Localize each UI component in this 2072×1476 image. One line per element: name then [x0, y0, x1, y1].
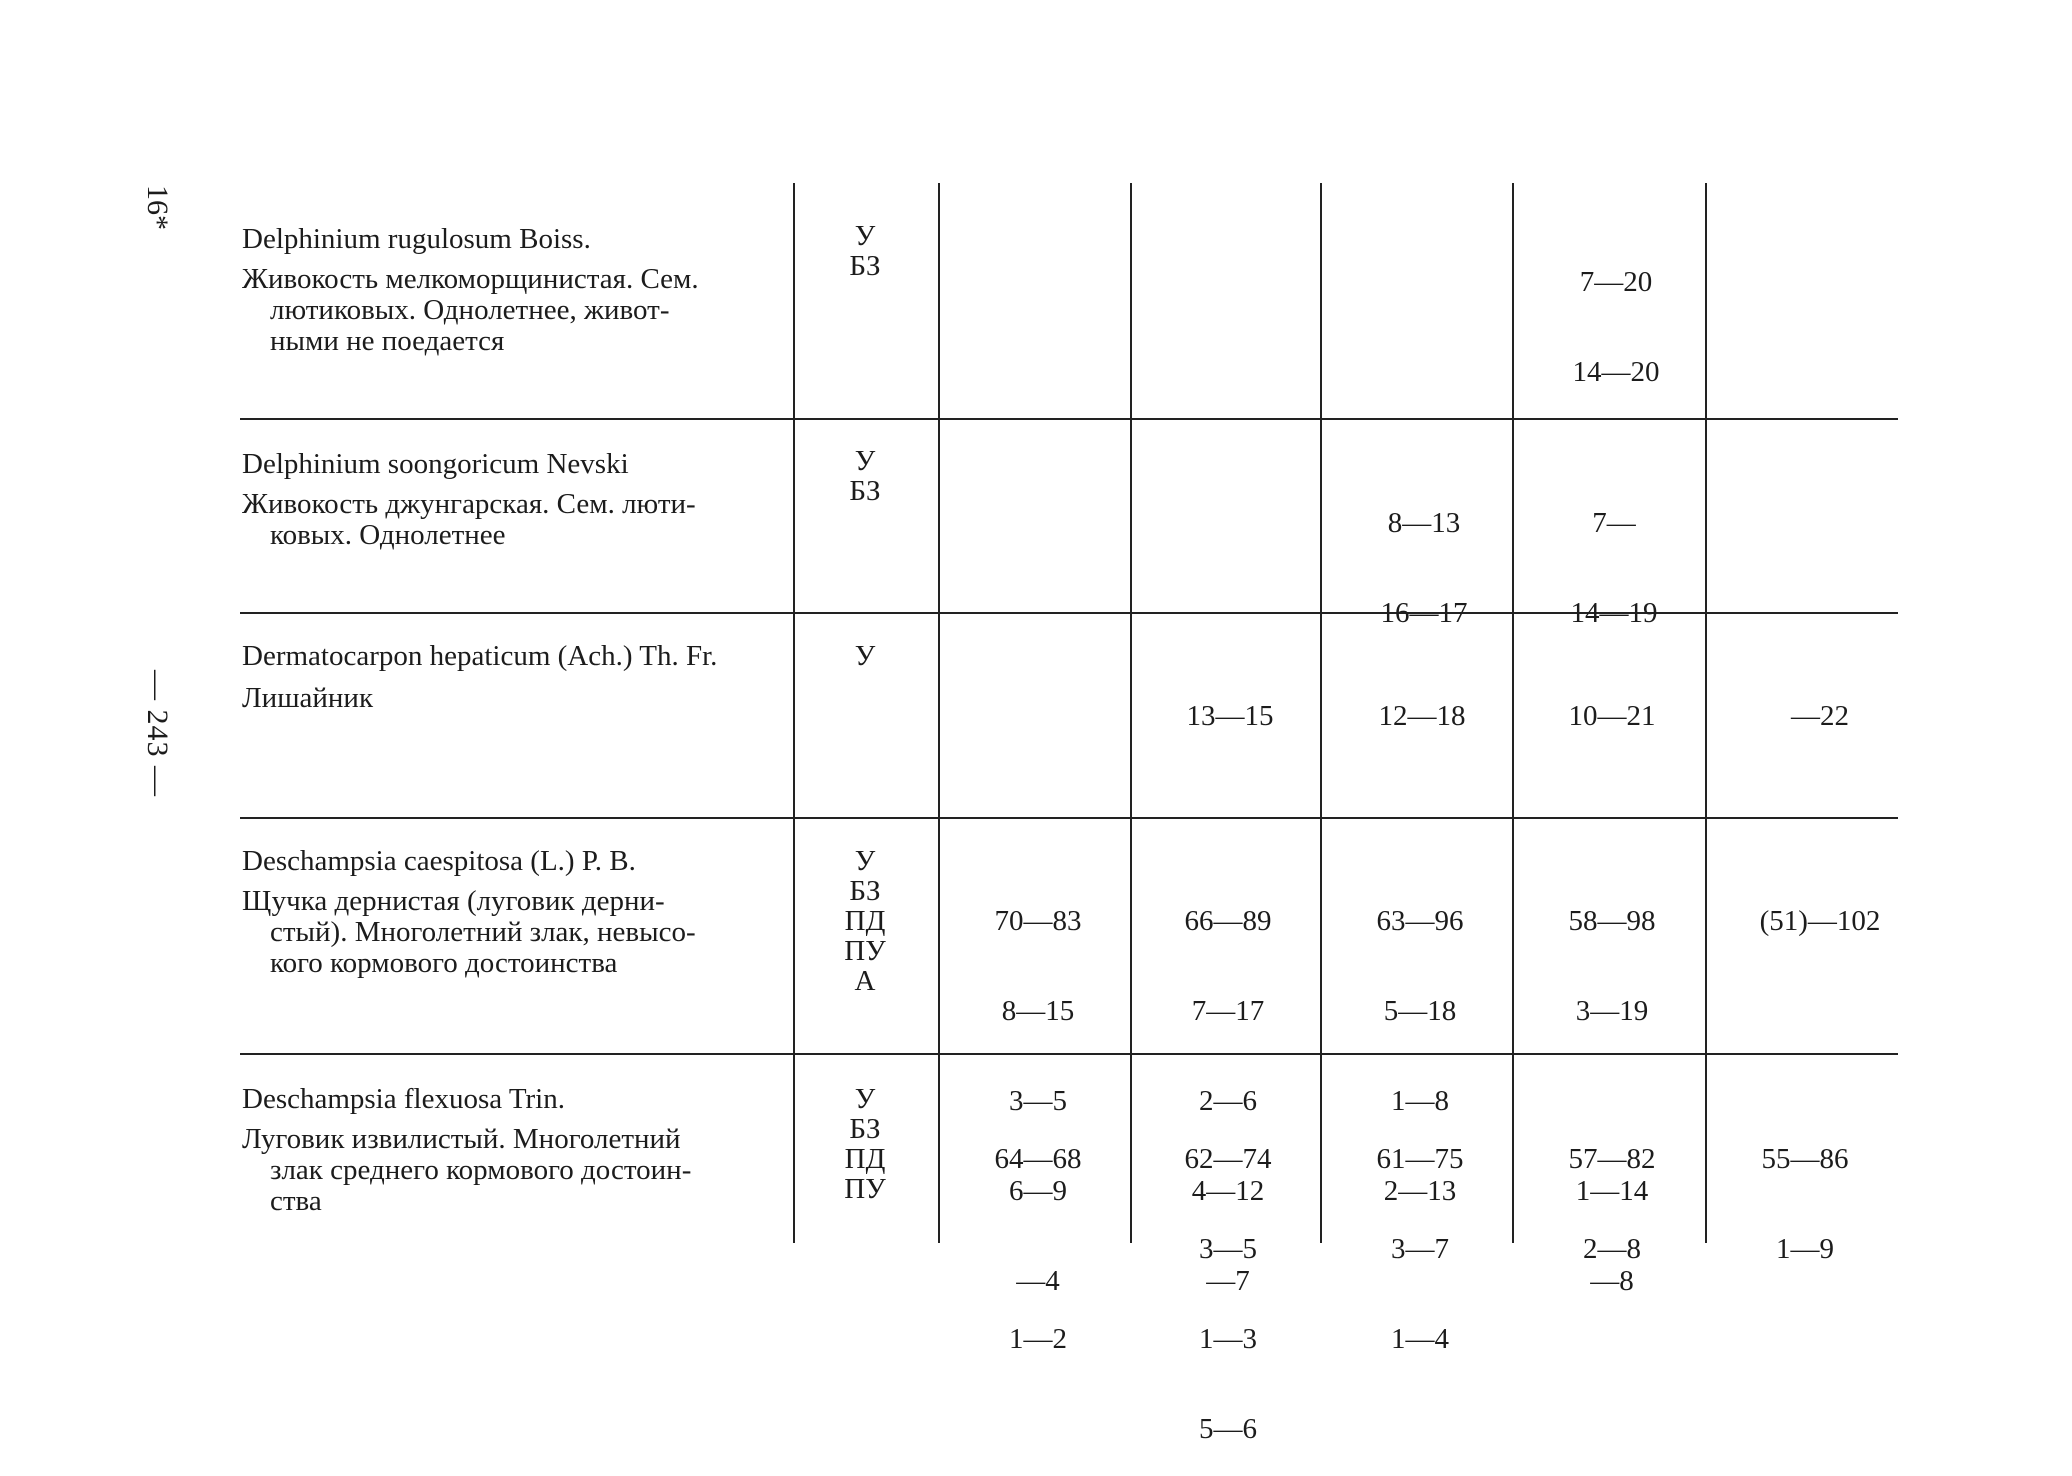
column-divider	[938, 183, 940, 1243]
value: 2—8	[1583, 1233, 1641, 1265]
value: 58—98	[1568, 905, 1656, 937]
value: 57—82	[1568, 1143, 1656, 1175]
value-cell	[1354, 448, 1494, 658]
value: (51)—102	[1759, 905, 1881, 937]
value: 3—5	[1199, 1233, 1257, 1265]
value: 8—15	[1001, 995, 1075, 1027]
printer-signature: 16*	[141, 185, 174, 230]
value: 1—14	[1575, 1175, 1649, 1207]
latin-name: Delphinium rugulosum Boiss.	[242, 223, 591, 255]
species-description	[242, 683, 777, 714]
value: 1—9	[1776, 1233, 1834, 1265]
indicator-codes	[835, 641, 895, 671]
value: 1—8	[1391, 1085, 1449, 1117]
value: 14—19	[1570, 597, 1658, 629]
page-number: — 243 —	[141, 670, 174, 797]
description-line: лютиковых. Однолетнее, живот-	[270, 294, 670, 326]
value-cell	[1352, 641, 1492, 761]
value: —22	[1791, 700, 1849, 732]
latin-name: Deschampsia caespitosa (L.) P. B.	[242, 845, 636, 877]
species-description	[242, 489, 777, 551]
value: 7—17	[1191, 995, 1265, 1027]
value: 7—	[1592, 507, 1636, 539]
indicator-code: У	[854, 220, 876, 252]
value: 7—20	[1579, 266, 1653, 298]
indicator-code: ПУ	[844, 1173, 886, 1205]
value: 3—5	[1009, 1085, 1067, 1117]
indicator-code: У	[854, 1083, 876, 1115]
value-cell	[1542, 1084, 1682, 1297]
value: 2—6	[1199, 1085, 1257, 1117]
indicator-codes	[835, 221, 895, 281]
description-line: Живокость мелкоморщинистая. Сем.	[242, 263, 699, 295]
value-cell	[1735, 1084, 1875, 1294]
value: 63—96	[1376, 905, 1464, 937]
value: 66—89	[1184, 905, 1272, 937]
value: 3—19	[1575, 995, 1649, 1027]
value: 1—3	[1199, 1323, 1257, 1355]
value-cell	[1542, 641, 1682, 761]
value: 16—17	[1380, 597, 1468, 629]
indicator-codes	[835, 446, 895, 506]
value: —7	[1206, 1265, 1250, 1297]
value: 14—20	[1572, 356, 1660, 388]
value: 70—83	[994, 905, 1082, 937]
indicator-code: БЗ	[849, 475, 881, 507]
species-entry	[242, 845, 777, 979]
description-line: ными не поедается	[270, 325, 505, 357]
value-cell	[1350, 1084, 1490, 1384]
indicator-code: БЗ	[849, 1113, 881, 1145]
species-description	[242, 1124, 777, 1217]
description-line: злак среднего кормового достоин-	[270, 1154, 692, 1186]
description-line: Щучка дернистая (луговик дерни-	[242, 885, 665, 917]
species-description	[242, 264, 777, 357]
indicator-code: У	[854, 640, 876, 672]
description-line: кого кормового достоинства	[270, 947, 618, 979]
indicator-code: БЗ	[849, 875, 881, 907]
column-divider	[793, 183, 795, 1243]
value: 61—75	[1376, 1143, 1464, 1175]
value: 12—18	[1378, 700, 1466, 732]
indicator-code: БЗ	[849, 250, 881, 282]
value: 5—6	[1199, 1413, 1257, 1445]
column-divider	[1320, 183, 1322, 1243]
indicator-code: У	[854, 445, 876, 477]
description-line: Лишайник	[242, 682, 374, 714]
latin-name: Deschampsia flexuosa Trin.	[242, 1083, 565, 1115]
description-line: Живокость джунгарская. Сем. люти-	[242, 488, 696, 520]
value-cell	[1160, 641, 1300, 761]
indicator-code: ПД	[844, 1143, 886, 1175]
species-description	[242, 886, 777, 979]
description-line: ковых. Однолетнее	[270, 519, 506, 551]
value: 62—74	[1184, 1143, 1272, 1175]
value: 55—86	[1761, 1143, 1849, 1175]
indicator-codes	[835, 846, 895, 996]
value-cell	[968, 1084, 1108, 1384]
value: 1—4	[1391, 1323, 1449, 1355]
description-line: ства	[270, 1185, 322, 1217]
description-line: Луговик извилистый. Многолетний	[242, 1123, 681, 1155]
value: 64—68	[994, 1143, 1082, 1175]
value-cell	[1735, 846, 1905, 966]
species-entry	[242, 640, 777, 714]
row-divider	[240, 418, 1898, 420]
value-cell	[1158, 1084, 1298, 1474]
indicator-code: ПД	[844, 905, 886, 937]
column-divider	[1705, 183, 1707, 1243]
species-entry	[242, 1083, 777, 1217]
latin-name: Delphinium soongoricum Nevski	[242, 448, 629, 480]
indicator-codes	[835, 1084, 895, 1204]
indicator-code: А	[854, 965, 876, 997]
column-divider	[1512, 183, 1514, 1243]
value-cell	[1750, 641, 1890, 761]
value: 13—15	[1186, 700, 1274, 732]
row-divider	[240, 817, 1898, 819]
value-cell	[1544, 448, 1684, 658]
value-cell	[1546, 207, 1686, 417]
value: 6—9	[1009, 1175, 1067, 1207]
value: —8	[1590, 1265, 1634, 1297]
indicator-code: У	[854, 845, 876, 877]
value: —4	[1016, 1265, 1060, 1297]
description-line: стый). Многолетний злак, невысо-	[270, 916, 696, 948]
empty-value	[968, 1234, 1108, 1264]
column-divider	[1130, 183, 1132, 1243]
species-entry	[242, 448, 777, 551]
value: 2—13	[1383, 1175, 1457, 1207]
value: 3—7	[1391, 1233, 1449, 1265]
value: 1—2	[1009, 1323, 1067, 1355]
indicator-code: ПУ	[844, 935, 886, 967]
value: 10—21	[1568, 700, 1656, 732]
species-entry	[242, 223, 777, 357]
value: 5—18	[1383, 995, 1457, 1027]
value: 8—13	[1387, 507, 1461, 539]
latin-name: Dermatocarpon hepaticum (Ach.) Th. Fr.	[242, 640, 718, 672]
value: 4—12	[1191, 1175, 1265, 1207]
